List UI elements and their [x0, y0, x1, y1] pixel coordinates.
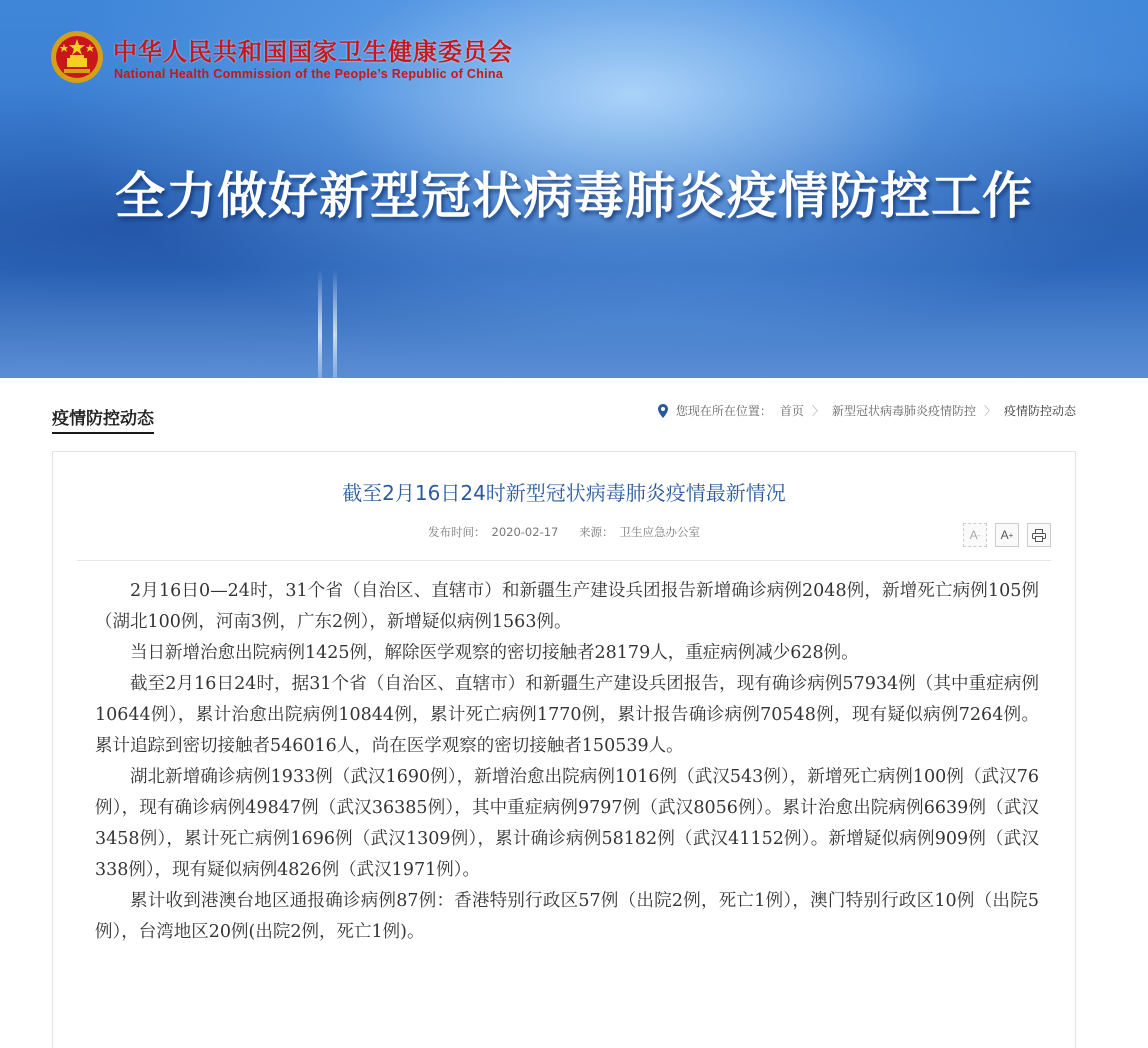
- print-icon: [1032, 529, 1046, 542]
- font-smaller-icon: A: [969, 528, 978, 542]
- breadcrumb-item-current[interactable]: 疫情防控动态: [1003, 404, 1076, 418]
- paragraph: 湖北新增确诊病例1933例（武汉1690例），新增治愈出院病例1016例（武汉543例），新增死亡病例100例（武汉76例），现有确诊病例49847例（武汉36385例），其中重症病例9797例（武汉8056例）。累计治愈出院病例6639例（武汉3458例），累计死亡病例1696例（武汉1309例），累计确诊病例58182例（武汉41152例）。新增疑似病例909例（武汉338例），现有疑似病例4826例（武汉1971例）。: [95, 767, 1039, 880]
- breadcrumb-separator: 〉: [811, 404, 824, 418]
- location-pin-icon: [658, 404, 668, 418]
- meta-divider: [77, 560, 1051, 561]
- print-button[interactable]: [1027, 523, 1051, 547]
- section-title: 疫情防控动态: [52, 404, 154, 434]
- article-card: [52, 451, 1076, 1048]
- article-meta: [53, 524, 1075, 540]
- paragraph: 2月16日0—24时，31个省（自治区、直辖市）和新疆生产建设兵团报告新增确诊病例2048例，新增死亡病例105例（湖北100例，河南3例，广东2例），新增疑似病例1563例。: [95, 581, 1039, 632]
- publish-date: 2020-02-17: [491, 525, 559, 539]
- font-smaller-button[interactable]: [963, 523, 987, 547]
- article-tools: [963, 523, 1051, 547]
- banner-haze: [0, 268, 1148, 378]
- paragraph: 截至2月16日24时，据31个省（自治区、直辖市）和新疆生产建设兵团报告，现有确诊病例57934例（其中重症病例10644例），累计治愈出院病例10844例，累计死亡病例1770例，累计报告确诊病例70548例，现有疑似病例7264例。累计追踪到密切接触者546016人，尚在医学观察的密切接触者150539人。: [95, 674, 1039, 756]
- source-label: 来源：: [578, 525, 614, 539]
- header-banner: [0, 0, 1148, 378]
- breadcrumb-item-epidemic[interactable]: 新型冠状病毒肺炎疫情防控: [831, 404, 976, 418]
- article-body: [95, 576, 1039, 948]
- banner-title: 全力做好新型冠状病毒肺炎疫情防控工作: [115, 167, 1033, 225]
- font-larger-button[interactable]: [995, 523, 1019, 547]
- font-smaller-sup: -: [977, 530, 981, 540]
- site-name-cn[interactable]: 中华人民共和国国家卫生健康委员会: [113, 37, 513, 66]
- site-name-en[interactable]: National Health Commission of the People’s Republic of China: [114, 67, 504, 81]
- font-larger-icon: A: [1000, 528, 1009, 542]
- paragraph: 当日新增治愈出院病例1425例，解除医学观察的密切接触者28179人，重症病例减少628例。: [130, 643, 859, 663]
- source-value: 卫生应急办公室: [619, 525, 700, 539]
- breadcrumb: [658, 402, 1076, 419]
- publish-label: 发布时间：: [428, 525, 486, 539]
- breadcrumb-item-home[interactable]: 首页: [779, 404, 804, 418]
- font-larger-sup: +: [1008, 530, 1014, 540]
- paragraph: 累计收到港澳台地区通报确诊病例87例：香港特别行政区57例（出院2例，死亡1例），澳门特别行政区10例（出院5例），台湾地区20例(出院2例，死亡1例)。: [95, 891, 1039, 942]
- national-emblem-icon[interactable]: [50, 30, 104, 84]
- breadcrumb-prefix: 您现在所在位置：: [675, 404, 772, 418]
- article-title: 截至2月16日24时新型冠状病毒肺炎疫情最新情况: [342, 481, 786, 505]
- breadcrumb-separator: 〉: [983, 404, 996, 418]
